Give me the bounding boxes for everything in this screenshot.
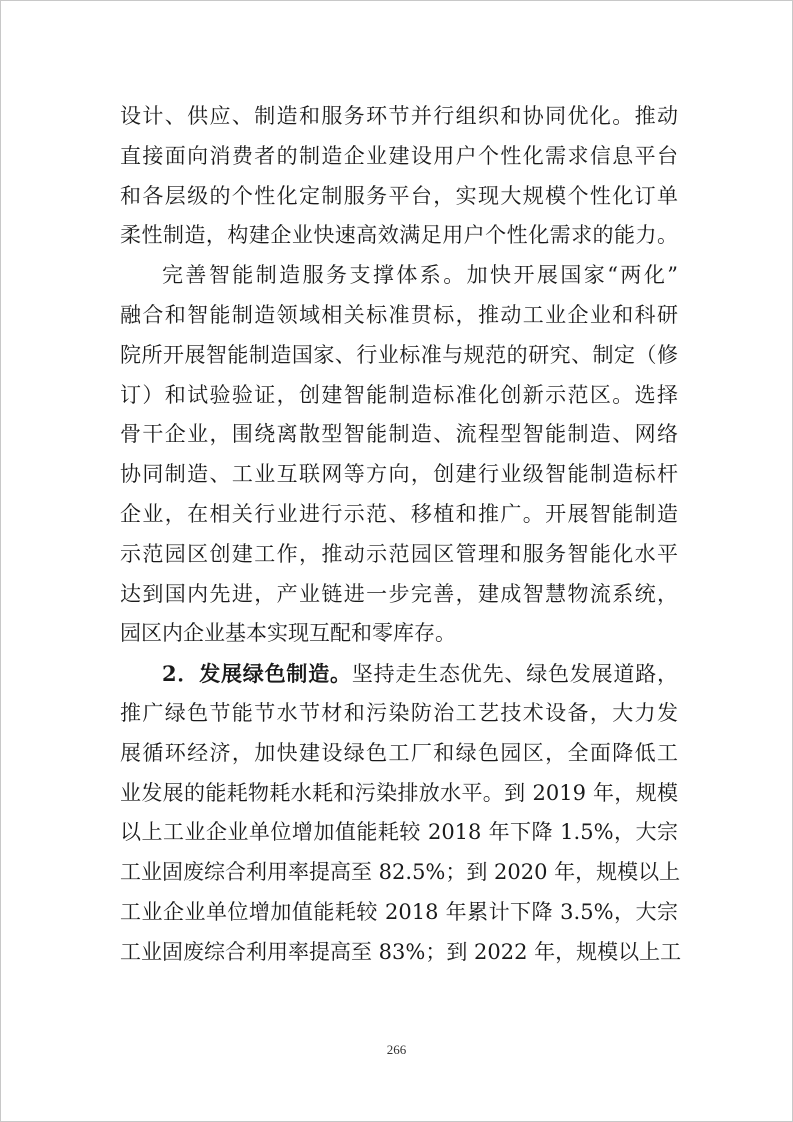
text-line: 工业固废综合利用率提高至 83%；到 2022 年，规模以上工 <box>120 939 682 964</box>
text-line: 工业固废综合利用率提高至 82.5%；到 2020 年，规模以上 <box>120 860 681 885</box>
text-line: 和各层级的个性化定制服务平台，实现大规模个性化订单 <box>120 183 678 208</box>
text-line: 工业企业单位增加值能耗较 2018 年累计下降 3.5%，大宗 <box>120 899 678 924</box>
text-line: 达到国内先进，产业链进一步完善，建成智慧物流系统， <box>120 581 678 606</box>
text-line: 业发展的能耗物耗水耗和污染排放水平。到 2019 年，规模 <box>120 780 678 805</box>
text-line: 柔性制造，构建企业快速高效满足用户个性化需求的能力。 <box>120 223 678 248</box>
text-line: 协同制造、工业互联网等方向，创建行业级智能制造标杆 <box>120 462 678 487</box>
text-line: 展循环经济，加快建设绿色工厂和绿色园区，全面降低工 <box>120 740 678 765</box>
text-line: 推广绿色节能节水节材和污染防治工艺技术设备，大力发 <box>120 700 678 725</box>
text-line: 骨干企业，围绕离散型智能制造、流程型智能制造、网络 <box>120 422 678 447</box>
text-line: 企业，在相关行业进行示范、移植和推广。开展智能制造 <box>120 501 678 526</box>
text-line: 设计、供应、制造和服务环节并行组织和协同优化。推动 <box>120 104 678 128</box>
text-line: 直接面向消费者的制造企业建设用户个性化需求信息平台 <box>120 143 678 168</box>
text-line: 院所开展智能制造国家、行业标准与规范的研究、制定（修 <box>120 342 678 367</box>
text-line: 融合和智能制造领域相关标准贯标，推动工业企业和科研 <box>120 302 678 327</box>
text-line: 订）和试验验证，创建智能制造标准化创新示范区。选择 <box>120 382 678 407</box>
text-line: 完善智能制造服务支撑体系。加快开展国家“两化” <box>162 263 678 288</box>
line-text: 坚持走生态优先、绿色发展道路， <box>351 662 678 687</box>
page-number: 266 <box>386 1042 407 1057</box>
document-body <box>120 97 682 973</box>
text-line: 示范园区创建工作，推动示范园区管理和服务智能化水平 <box>120 541 678 566</box>
section-heading: 2．发展绿色制造。 <box>162 661 352 687</box>
text-line <box>120 654 678 694</box>
text-line: 以上工业企业单位增加值能耗较 2018 年下降 1.5%，大宗 <box>120 820 678 845</box>
text-line: 园区内企业基本实现互配和零库存。 <box>120 621 456 646</box>
